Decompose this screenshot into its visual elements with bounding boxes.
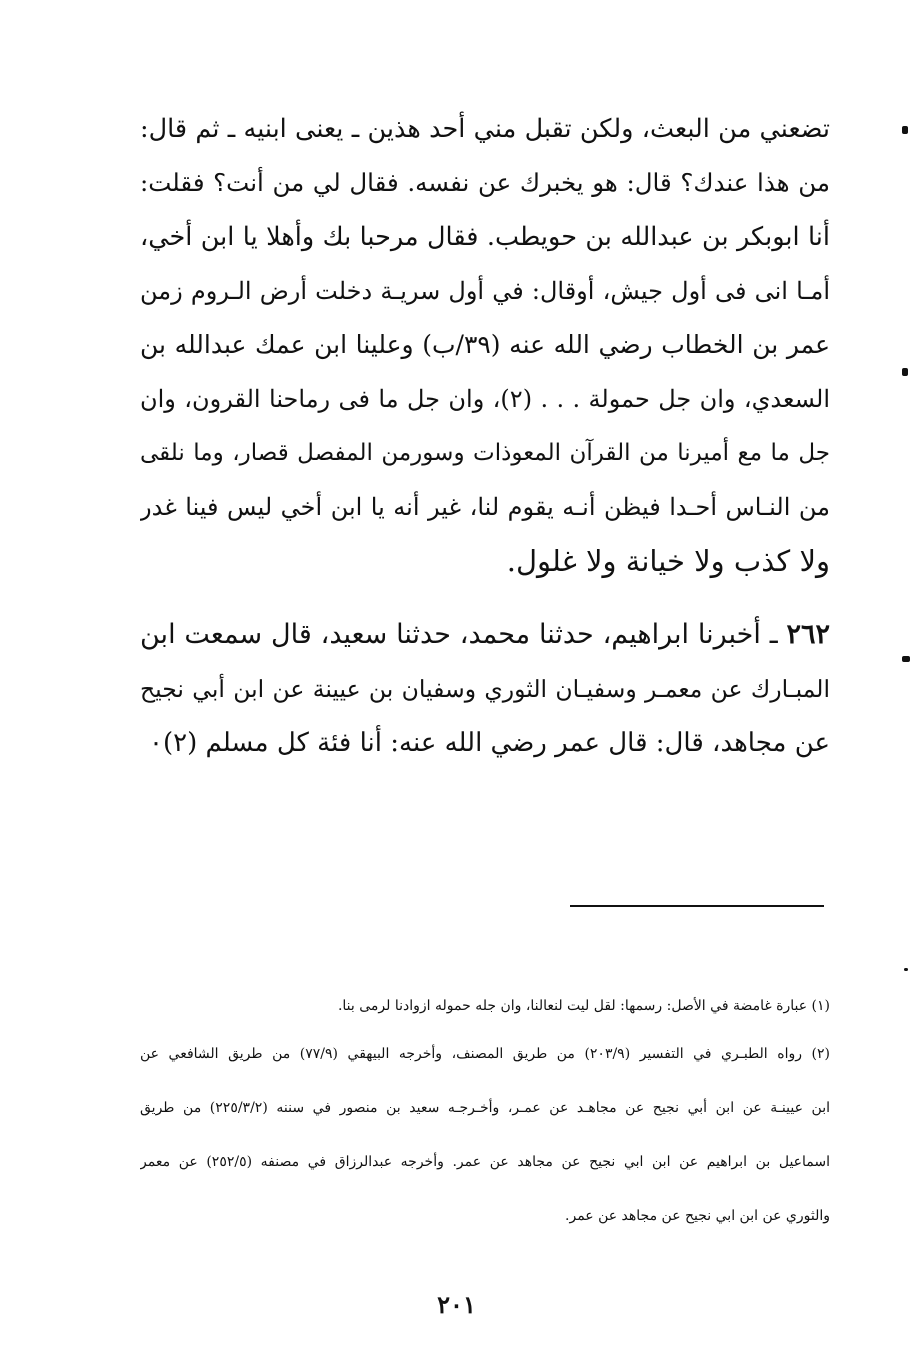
text-line: تضعني من البعث، ولكن تقبل مني أحد هذين ـ يعنى ابنيه ـ ثم قال: bbox=[140, 114, 830, 144]
footnote-2-line: والثوري عن ابن ابي نجيح عن مجاهد عن عمر. bbox=[565, 1208, 830, 1224]
footnote-2-line: (٢) رواه الطبـري في التفسير (٢٠٣/٩) من طريق المصنف، وأخرجه البيهقي (٧٧/٩) من طريق الشافعي عن bbox=[140, 1046, 830, 1062]
page-number: ٢٠١ bbox=[437, 1290, 476, 1319]
footnote-1: (١) عبارة غامضة في الأصل: رسمها: لقل ليت لنعالنا، وان جله حموله ازوادنا لرمى بنا. bbox=[337, 998, 830, 1014]
text-line: من النـاس أحـدا فيظن أنـه يقوم لنا، غير أنه يا ابن أخي ليس فينا غدر bbox=[140, 493, 830, 521]
text-line: جل ما مع أميرنا من القرآن المعوذات وسورمن المفصل قصار، وما نلقى bbox=[140, 440, 830, 466]
text-line: عن مجاهد، قال: قال عمر رضي الله عنه: أنا فئة كل مسلم (٢)٠ bbox=[149, 728, 830, 758]
footnote-separator bbox=[570, 905, 824, 907]
text-line bbox=[140, 608, 830, 662]
margin-mark bbox=[902, 656, 910, 662]
text-line-content: ـ أخبرنا ابراهيم، حدثنا محمد، حدثنا سعيد، قال سمعت ابن bbox=[140, 619, 778, 650]
main-paragraph bbox=[140, 102, 830, 588]
text-line: من هذا عندك؟ قال: هو يخبرك عن نفسه. فقال لي من أنت؟ فقلت: bbox=[140, 168, 830, 197]
text-line: المبـارك عن معمـر وسفيـان الثوري وسفيان بن عيينة عن ابن أبي نجيح bbox=[140, 675, 830, 703]
text-line: السعدي، وان جل حمولة . . . (٢)، وان جل ما فى رماحنا القرون، وان bbox=[140, 385, 830, 413]
text-line: أمـا انى فى أول جيش، أوقال: في أول سريـة دخلت أرض الـروم زمن bbox=[140, 277, 830, 305]
margin-mark bbox=[902, 368, 908, 376]
text-line: ولا كذب ولا خيانة ولا غلول. bbox=[506, 544, 830, 578]
text-line: أنا ابوبكر بن عبدالله بن حويطب. فقال مرحبا بك وأهلا يا ابن أخي، bbox=[140, 222, 830, 252]
text-line: عمر بن الخطاب رضي الله عنه (٣٩/ب) وعلينا ابن عمك عبدالله بن bbox=[140, 330, 830, 359]
margin-mark bbox=[904, 968, 908, 971]
hadith-paragraph bbox=[140, 608, 830, 770]
margin-mark bbox=[902, 126, 908, 134]
hadith-number: ٢٦٢ bbox=[786, 619, 830, 650]
footnote-2-line: اسماعيل بن ابراهيم عن ابن ابي نجيح عن مجاهد عن عمر. وأخرجه عبدالرزاق في مصنفه (٢٥٢/٥) عن معمر bbox=[140, 1154, 830, 1170]
footnote-2-line: ابن عيينـة عن ابن أبي نجيح عن مجاهـد عن عمـر، وأخـرجـه سعيد بن منصور في سننه (٢٢٥/٣/٢) من طريق bbox=[140, 1100, 830, 1116]
